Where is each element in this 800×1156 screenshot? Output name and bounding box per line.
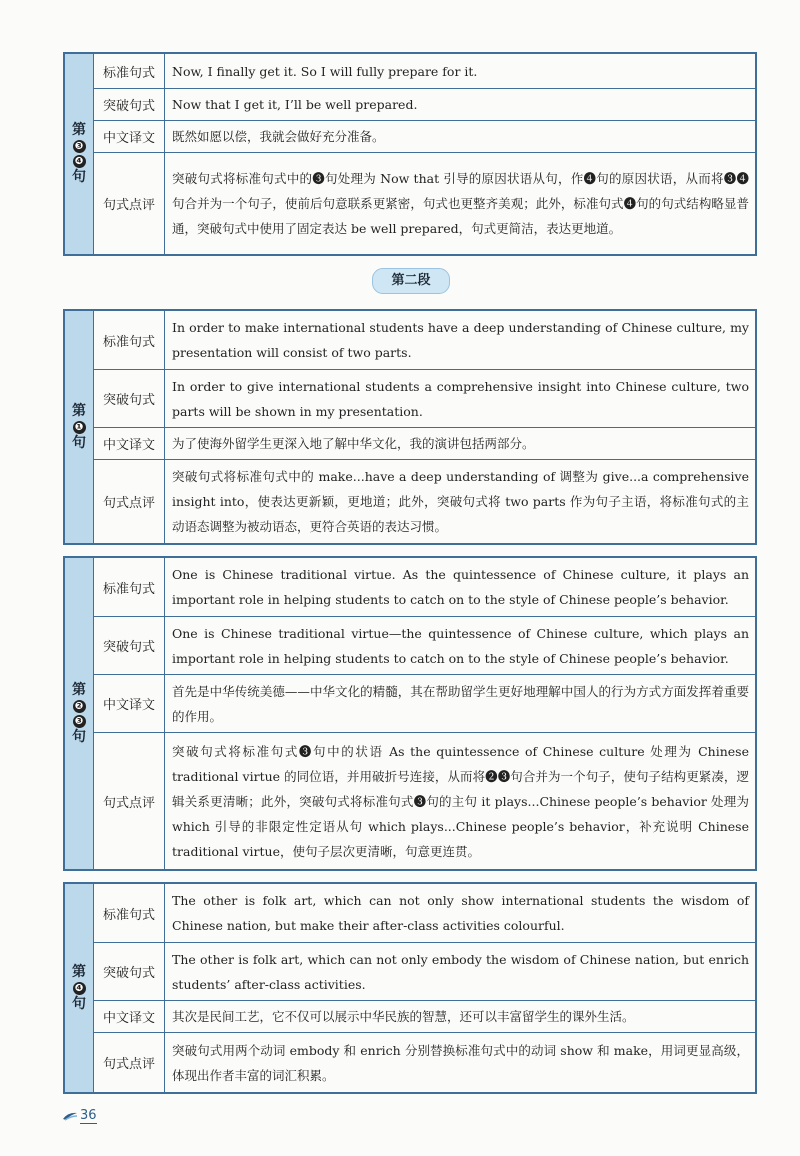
- row-label: 中文译文: [94, 675, 165, 732]
- circled-number: ❷: [73, 700, 86, 713]
- row-text: The other is folk art, which can not only show international students the wisdom of Chinese nation, but make their after-class activities colourful.: [172, 893, 749, 933]
- table-row: [94, 942, 755, 1000]
- circled-number: ❶: [73, 421, 86, 434]
- row-text: 其次是民间工艺，它不仅可以展示中华民族的智慧，还可以丰富留学生的课外生活。: [172, 1009, 635, 1024]
- circled-number: ❹: [73, 982, 86, 995]
- row-text: One is Chinese traditional virtue. As the quintessence of Chinese culture, it plays an important role in helping students to catch on to the style of Chinese people’s behavior.: [172, 567, 749, 607]
- row-label: 突破句式: [94, 89, 165, 120]
- table-row: [94, 459, 755, 543]
- table-row: [94, 558, 755, 616]
- row-label: 突破句式: [94, 370, 165, 427]
- circled-number: ❹: [73, 155, 86, 168]
- row-text: Now, I finally get it. So I will fully prepare for it.: [172, 63, 478, 79]
- section-heading: 第二段: [372, 268, 450, 294]
- row-text: 突破句式将标准句式❸句中的状语 As the quintessence of Chinese culture 处理为 Chinese traditional virtue 的同位语，并用破折号连接，从而将❷❸句合并为一个句子，使句子结构更紧凑，逻辑关系更清晰；此外，突破句式将标准句式❸句的主句 it plays...Chinese people’s behavior 处理为 which 引导的非限定性定语从句 which plays...Chinese people’s behavior，补充说明 Chinese traditional virtue，使句子层次更清晰，句意更连贯。: [172, 743, 749, 859]
- table-row: [94, 54, 755, 88]
- row-text: 突破句式将标准句式中的 make...have a deep understanding of 调整为 give...a comprehensive insight into，使表达更新颖，更地道；此外，突破句式将 two parts 作为句子主语，将标准句式的主动语态调整为被动语态，更符合英语的表达习惯。: [172, 469, 749, 534]
- row-text: 首先是中华传统美德——中华文化的精髓，其在帮助留学生更好地理解中国人的行为方式方面发挥着重要的作用。: [172, 683, 749, 724]
- row-label: 标准句式: [94, 54, 165, 88]
- sentence-block-3-4: [63, 52, 757, 256]
- row-label: 标准句式: [94, 884, 165, 942]
- side-text: 第: [72, 681, 86, 698]
- row-label: 句式点评: [94, 733, 165, 869]
- row-text: 突破句式将标准句式中的❸句处理为 Now that 引导的原因状语从句，作❹句的原因状语，从而将❸❹句合并为一个句子，使前后句意联系更紧密，句式也更整齐美观；此外，标准句式❹句的句式结构略显普通，突破句式中使用了固定表达 be well prepared，句式更简洁，表达更地道。: [172, 171, 749, 236]
- table-row: [94, 732, 755, 869]
- row-label: 句式点评: [94, 1033, 165, 1092]
- page-number-text: 36: [80, 1108, 97, 1123]
- table-row: [94, 88, 755, 120]
- row-text: 既然如愿以偿，我就会做好充分准备。: [172, 129, 385, 144]
- circled-number: ❸: [73, 140, 86, 153]
- row-text: In order to make international students have a deep understanding of Chinese culture, my presentation will consist of two parts.: [172, 320, 749, 360]
- table-row: [94, 311, 755, 369]
- row-label: 中文译文: [94, 121, 165, 152]
- row-text: One is Chinese traditional virtue—the quintessence of Chinese culture, which plays an important role in helping students to catch on to the style of Chinese people’s behavior.: [172, 625, 749, 666]
- circled-number: ❸: [73, 715, 86, 728]
- row-text: In order to give international students a comprehensive insight into Chinese culture, two parts will be shown in my presentation.: [172, 378, 749, 419]
- block-side-label: [65, 558, 94, 869]
- side-text: 第: [72, 122, 86, 138]
- table-row: [94, 616, 755, 674]
- table-row: [94, 1032, 755, 1092]
- row-text: Now that I get it, I’ll be well prepared.: [172, 97, 418, 112]
- row-label: 突破句式: [94, 943, 165, 1000]
- sentence-block-1: [63, 309, 757, 545]
- side-text: 第: [72, 402, 86, 419]
- table-row: [94, 674, 755, 732]
- row-label: 中文译文: [94, 1001, 165, 1032]
- page-swoosh-icon: [62, 1111, 78, 1121]
- table-row: [94, 427, 755, 459]
- side-text: 句: [72, 995, 86, 1012]
- table-row: [94, 369, 755, 427]
- table-row: [94, 884, 755, 942]
- sentence-block-4: [63, 882, 757, 1094]
- row-label: 标准句式: [94, 311, 165, 369]
- block-side-label: [65, 54, 94, 254]
- row-text: The other is folk art, which can not only embody the wisdom of Chinese nation, but enrich students’ after-class activities.: [172, 951, 749, 992]
- table-row: [94, 152, 755, 254]
- row-label: 中文译文: [94, 428, 165, 459]
- side-text: 第: [72, 963, 86, 980]
- side-text: 句: [72, 434, 86, 451]
- row-label: 突破句式: [94, 617, 165, 674]
- row-label: 句式点评: [94, 153, 165, 254]
- table-row: [94, 1000, 755, 1032]
- block-side-label: [65, 884, 94, 1092]
- side-text: 句: [72, 728, 86, 745]
- block-side-label: [65, 311, 94, 543]
- sentence-block-2-3: [63, 556, 757, 871]
- row-label: 句式点评: [94, 460, 165, 543]
- row-text: 为了使海外留学生更深入地了解中华文化，我的演讲包括两部分。: [172, 436, 535, 451]
- row-text: 突破句式用两个动词 embody 和 enrich 分别替换标准句式中的动词 show 和 make，用词更显高级，体现出作者丰富的词汇积累。: [172, 1042, 749, 1083]
- page-number: [62, 1108, 97, 1124]
- side-text: 句: [72, 169, 86, 185]
- table-row: [94, 120, 755, 152]
- row-label: 标准句式: [94, 558, 165, 616]
